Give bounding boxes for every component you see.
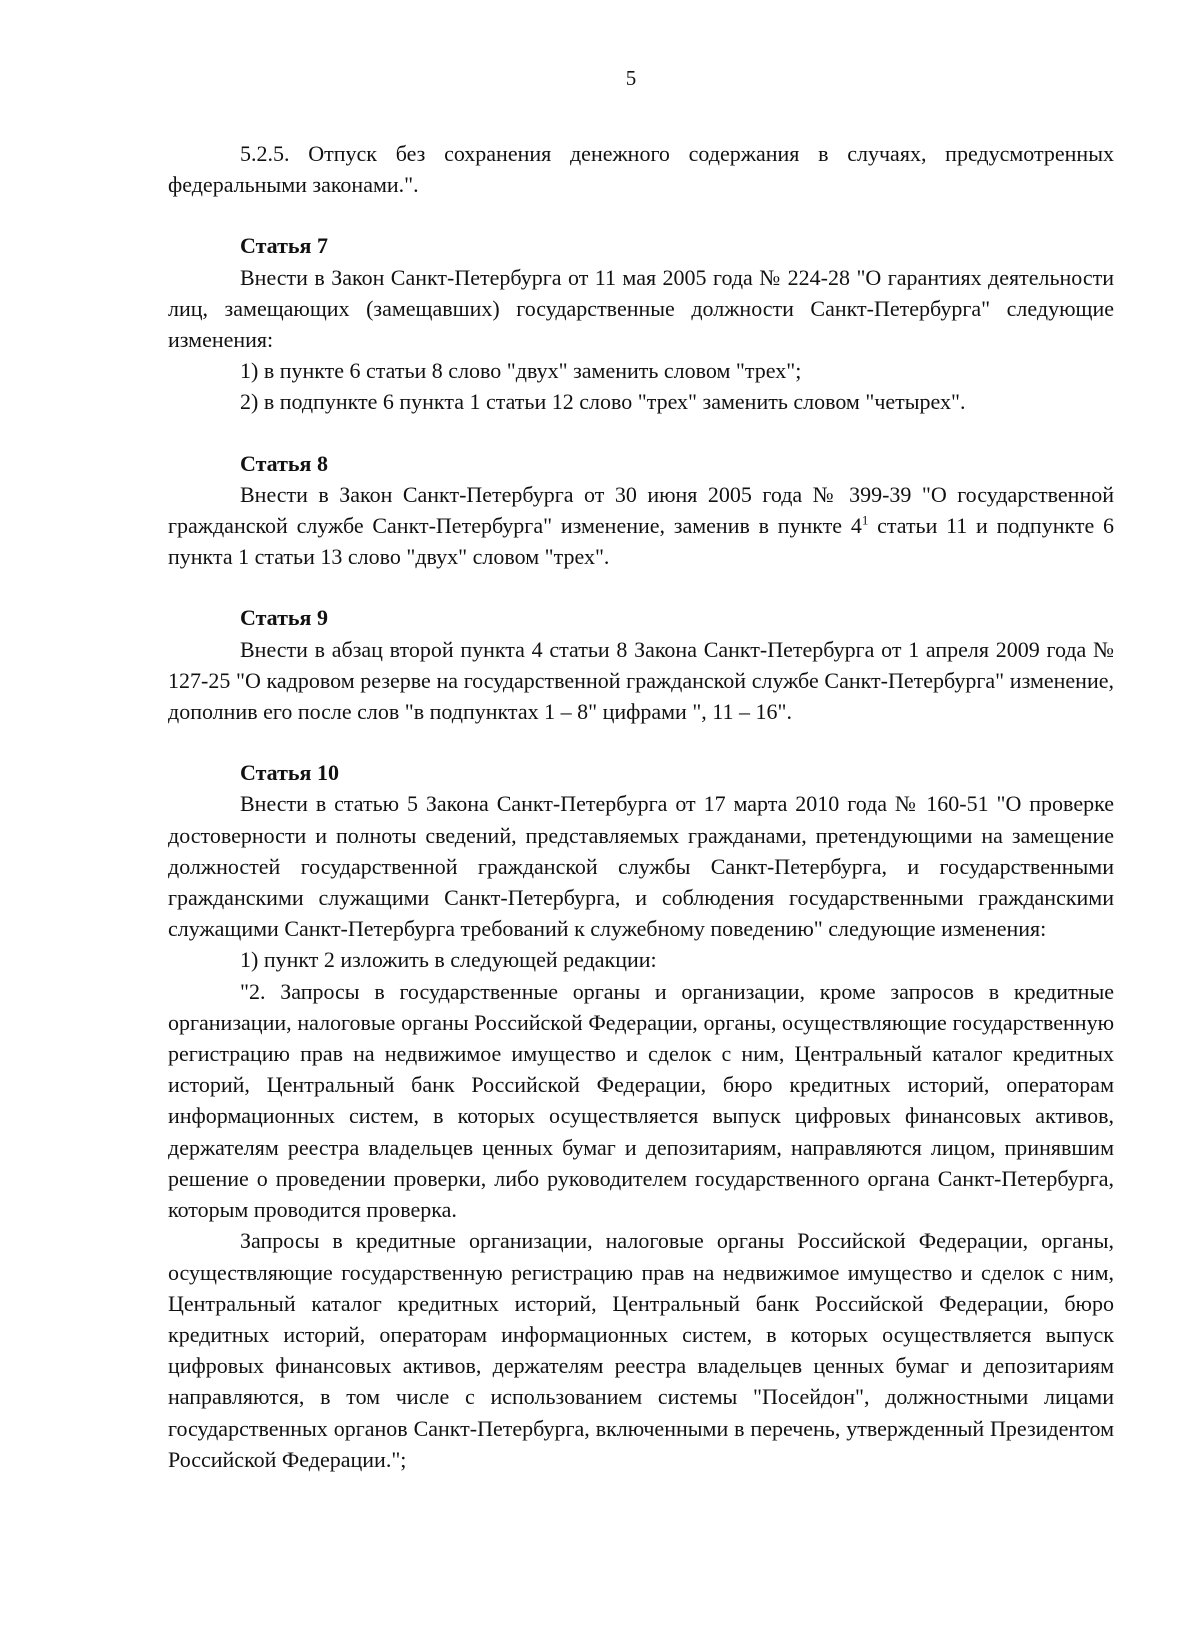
article-8-heading: Статья 8 <box>240 450 328 476</box>
spacer <box>168 727 1114 757</box>
spacer <box>168 418 1114 448</box>
article-8-text-part-1: Внести в Закон Санкт-Петербурга от 30 июня 2005 года № 399-39 "О государственной гражданской службе Санкт-Петербурга" изменение, заменив в пункте 4 <box>168 481 1114 539</box>
article-8-text-part-2: статьи 11 и подпункте 6 пункта 1 статьи 13 слово "двух" словом "трех". <box>168 513 1114 570</box>
article-9-paragraph: Внести в абзац второй пункта 4 статьи 8 Закона Санкт-Петербурга от 1 апреля 2009 года № 127-25 "О кадровом резерве на государственной гражданской службе Санкт-Петербурга" изменение, дополнив его после слов "в подпунктах 1 – 8" цифрами ", 11 – 16". <box>168 636 1114 725</box>
superscript: 1 <box>861 512 869 528</box>
article-7-item-1: 1) в пункте 6 статьи 8 слово "двух" заменить словом "трех"; <box>240 358 802 384</box>
document-body <box>168 138 1114 1475</box>
spacer <box>168 200 1114 230</box>
article-9-heading: Статья 9 <box>240 605 328 631</box>
spacer <box>168 572 1114 602</box>
article-7-heading: Статья 7 <box>240 233 328 259</box>
article-7-item-2: 2) в подпункте 6 пункта 1 статьи 12 слово "трех" заменить словом "четырех". <box>240 389 966 415</box>
article-10-item-1: 1) пункт 2 изложить в следующей редакции: <box>240 947 657 973</box>
article-7-paragraph: Внести в Закон Санкт-Петербурга от 11 мая 2005 года № 224-28 "О гарантиях деятельности лиц, замещающих (замещавших) государственные должности Санкт-Петербурга" следующие изменения: <box>168 264 1114 353</box>
article-10-quote-paragraph-1: "2. Запросы в государственные органы и организации, кроме запросов в кредитные организации, налоговые органы Российской Федерации, органы, осуществляющие государственную регистрацию прав на недвижимое имущество и сделок с ним, Центральный каталог кредитных историй, Центральный банк Российской Федерации, бюро кредитных историй, операторам информационных систем, в которых осуществляется выпуск цифровых финансовых активов, держателям реестра владельцев ценных бумаг и депозитариям, направляются лицом, принявшим решение о проведении проверки, либо руководителем государственного органа Санкт-Петербурга, которым проводится проверка. <box>168 978 1114 1223</box>
article-10-quote-paragraph-2: Запросы в кредитные организации, налоговые органы Российской Федерации, органы, осуществляющие государственную регистрацию прав на недвижимое имущество и сделок с ним, Центральный каталог кредитных историй, Центральный банк Российской Федерации, бюро кредитных историй, операторам информационных систем, в которых осуществляется выпуск цифровых финансовых активов, держателям реестра владельцев ценных бумаг и депозитариям направляются, в том числе с использованием системы "Посейдон", должностными лицами государственных органов Санкт-Петербурга, включенными в перечень, утвержденный Президентом Российской Федерации."; <box>168 1228 1114 1472</box>
article-10-heading: Статья 10 <box>240 760 339 786</box>
article-8-paragraph <box>168 479 1114 573</box>
paragraph-5-2-5: 5.2.5. Отпуск без сохранения денежного содержания в случаях, предусмотренных федеральными законами.". <box>168 141 1114 198</box>
page-number: 5 <box>625 66 637 90</box>
article-10-paragraph: Внести в статью 5 Закона Санкт-Петербурга от 17 марта 2010 года № 160-51 "О проверке достоверности и полноты сведений, представляемых гражданами, претендующими на замещение должностей государственной гражданской службы Санкт-Петербурга, и государственными гражданскими служащими Санкт-Петербурга, и соблюдения государственными гражданскими служащими Санкт-Петербурга требований к служебному поведению" следующие изменения: <box>168 791 1114 942</box>
